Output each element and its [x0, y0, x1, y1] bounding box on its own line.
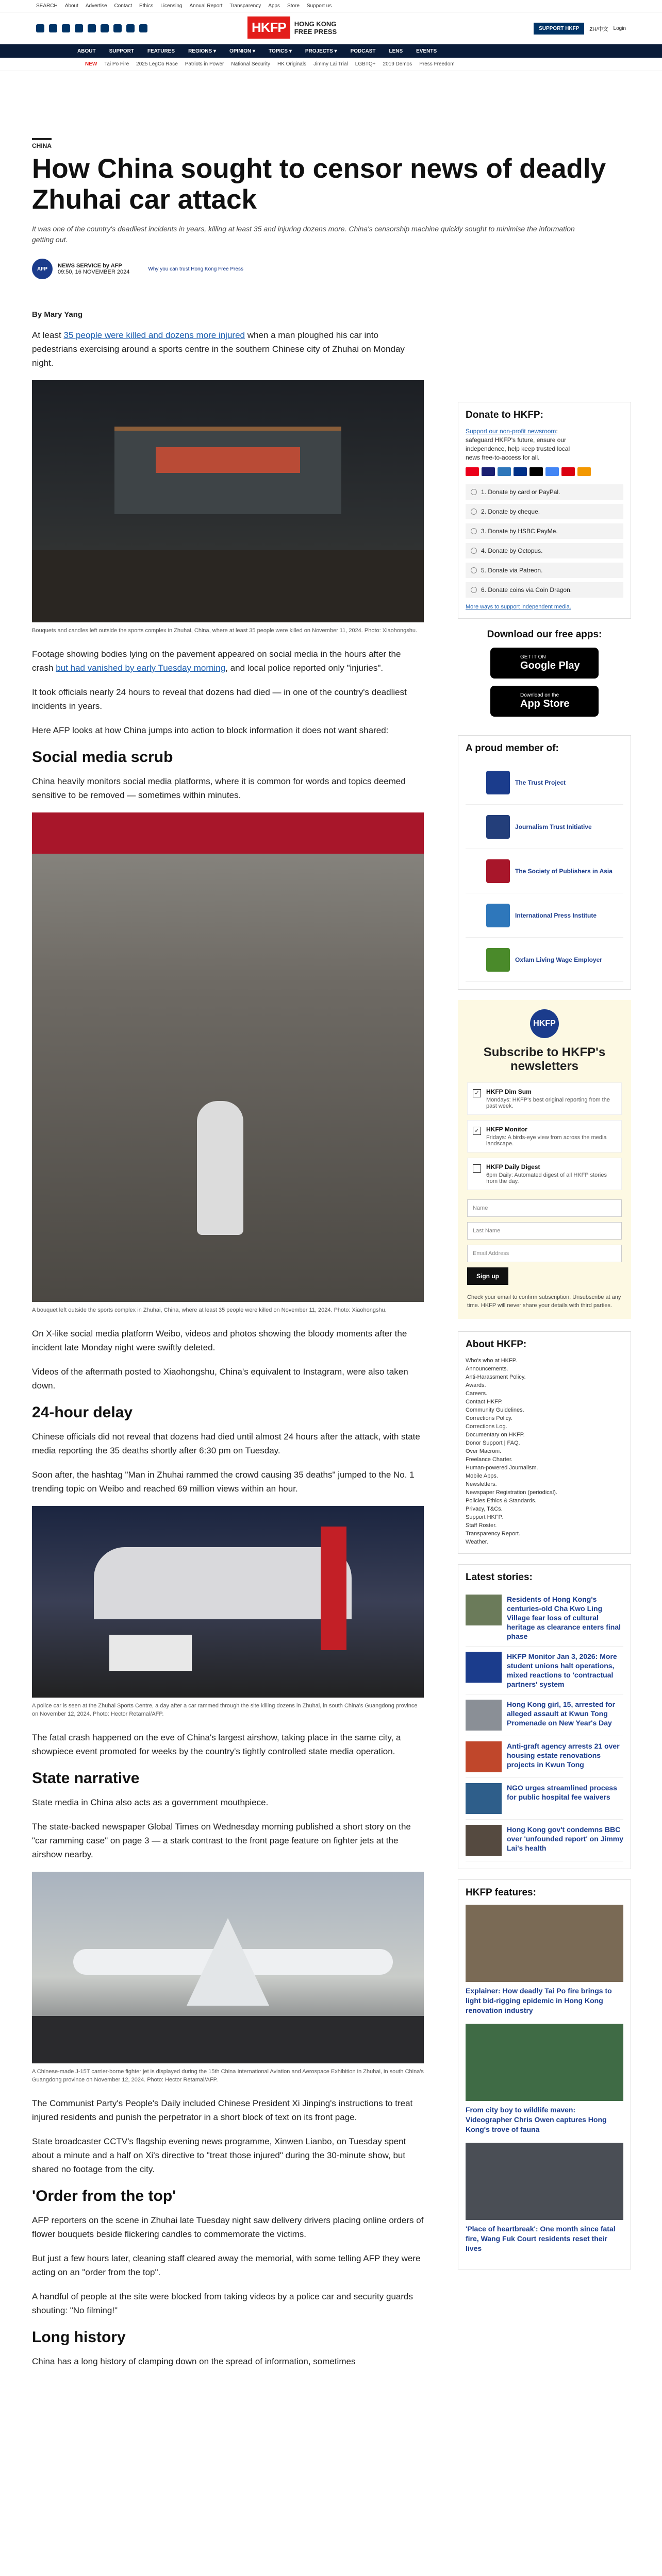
photo-memorial	[32, 380, 424, 622]
inline-link[interactable]: 35 people were killed and dozens more injured	[63, 330, 245, 340]
section-heading: 'Order from the top'	[32, 2188, 176, 2205]
paragraph: The state-backed newspaper Global Times on Wednesday morning published a short story on the "car ramming case" on page 3 — a stark contrast to the front page feature on fighter jets at the airshow nearby.	[32, 1822, 411, 1859]
member-logo[interactable]	[466, 805, 623, 849]
top-utility-bar	[0, 0, 662, 12]
last-name-input[interactable]: Last Name	[467, 1222, 622, 1240]
top-link[interactable]: Apps	[268, 3, 280, 9]
top-link[interactable]: Store	[287, 3, 300, 9]
member-logo[interactable]	[466, 938, 623, 982]
facebook-icon[interactable]	[36, 24, 44, 32]
article-lede: It was one of the country's deadliest incidents in years, killing at least 35 and injuring dozens more. China's censorship machine quickly sought to minimise the information getting out.	[32, 225, 575, 244]
top-link[interactable]: About	[64, 3, 78, 9]
about-link[interactable]: Careers.	[466, 1391, 488, 1397]
story-thumbnail	[466, 1825, 502, 1856]
about-link[interactable]: Documentary on HKFP.	[466, 1432, 525, 1438]
paragraph: State media in China also acts as a government mouthpiece.	[32, 1798, 269, 1807]
feature-title: 'Place of heartbreak': One month since fatal fire, Wang Fuk Court residents reset their lives	[466, 2225, 616, 2252]
telegram-icon[interactable]	[126, 24, 135, 32]
google-play-button[interactable]: GET IT ON Google Play	[490, 648, 599, 679]
top-link[interactable]: Transparency	[229, 3, 261, 9]
whatsapp-icon[interactable]	[139, 24, 147, 32]
feature-story[interactable]	[466, 2024, 623, 2134]
about-link[interactable]: Transparency Report.	[466, 1531, 520, 1537]
visa-icon	[482, 467, 495, 476]
afp-logo: AFP	[32, 259, 53, 279]
section-heading: 24-hour delay	[32, 1404, 133, 1421]
about-link[interactable]: Freelance Charter.	[466, 1456, 513, 1463]
sign-up-button[interactable]: Sign up	[467, 1267, 508, 1285]
author: By Mary Yang	[32, 310, 83, 319]
about-link[interactable]: Newspaper Registration (periodical).	[466, 1489, 557, 1496]
photo-caption: A police car is seen at the Zhuhai Sports Centre, a day after a car rammed through the site killing dozens in Zhuhai, in south China's Guangdong province on November 12, 2024. Photo: Hector Retamal/AFP.	[32, 1703, 418, 1717]
new-label: NEW	[85, 61, 97, 67]
about-link[interactable]: Contact HKFP.	[466, 1399, 503, 1405]
top-link[interactable]: SEARCH	[36, 3, 58, 9]
about-link[interactable]: Mobile Apps.	[466, 1473, 498, 1479]
about-link[interactable]: Who's who at HKFP.	[466, 1358, 517, 1364]
top-link[interactable]: Ethics	[139, 3, 154, 9]
top-link[interactable]: Advertise	[85, 3, 107, 9]
topic-link[interactable]: Tai Po Fire	[104, 61, 129, 67]
newsletter-name: ✓ HKFP Monitor	[486, 1126, 527, 1133]
topic-link[interactable]: Patriots in Power	[185, 61, 224, 67]
apps-section: Download our free apps: GET IT ON Google Play Download on the App Store	[458, 629, 631, 717]
donate-option[interactable]: 5. Donate via Patreon.	[466, 563, 623, 578]
topic-link[interactable]: Jimmy Lai Trial	[313, 61, 348, 67]
paypal-icon	[514, 467, 527, 476]
member-logo-icon	[486, 859, 510, 883]
story-thumbnail	[466, 1783, 502, 1814]
latest-story[interactable]	[466, 1647, 623, 1694]
about-link[interactable]: Corrections Policy.	[466, 1415, 512, 1421]
site-logo[interactable]: HKFP HONG KONG FREE PRESS	[247, 16, 337, 39]
paragraph: It took officials nearly 24 hours to reveal that dozens had died — in one of the country's deadliest incidents in years.	[32, 687, 407, 711]
paragraph: China heavily monitors social media platforms, where it is common for words and topics deemed sensitive to be removed — sometimes within minutes.	[32, 776, 406, 800]
photo-police-car	[32, 1506, 424, 1698]
news-topics-bar	[0, 58, 662, 71]
app-store-button[interactable]: Download on the App Store	[490, 686, 599, 717]
member-logo-icon	[486, 904, 510, 927]
sidebar	[458, 402, 631, 2280]
member-logo-icon	[486, 771, 510, 794]
language-link[interactable]: ZH/中文	[589, 27, 608, 32]
about-link[interactable]: Donor Support | FAQ.	[466, 1440, 520, 1446]
about-link[interactable]: Awards.	[466, 1382, 486, 1388]
gpay-icon	[545, 467, 559, 476]
nav-item[interactable]: FEATURES	[147, 48, 175, 54]
photo-caption: A Chinese-made J-15T carrier-borne fighter jet is displayed during the 15th China International Aviation and Aerospace Exhibition in Zhuhai, in south China's Guangdong province on November 12, 2024. Photo: Hector Retamal/AFP.	[32, 2069, 424, 2083]
photo-bouquet	[32, 812, 424, 1302]
story-title: HKFP Monitor Jan 3, 2026: More student unions halt operations, mixed reactions to 'contractual partners' system	[507, 1652, 617, 1688]
photo-fighter-jet	[32, 1872, 424, 2063]
amex-icon	[498, 467, 511, 476]
story-title: Hong Kong girl, 15, arrested for alleged assault at Kwun Tong Promenade on New Year's Day	[507, 1700, 616, 1727]
inline-link[interactable]: but had vanished by early Tuesday morning	[56, 663, 226, 673]
about-link[interactable]: Weather.	[466, 1539, 488, 1545]
paragraph: China has a long history of clamping down on the spread of information, sometimes	[32, 2357, 356, 2366]
newsletter-desc: Mondays: HKFP's best original reporting from the past week.	[486, 1097, 610, 1109]
about-link[interactable]: Privacy, T&Cs.	[466, 1506, 503, 1512]
story-thumbnail	[466, 1741, 502, 1772]
story-thumbnail	[466, 1595, 502, 1625]
newsletter-checkbox[interactable]	[467, 1120, 622, 1153]
about-link[interactable]: Policies Ethics & Standards.	[466, 1498, 537, 1504]
latest-story[interactable]	[466, 1736, 623, 1778]
hkfp-badge-icon: HKFP	[530, 1009, 559, 1038]
newsletter-checkbox[interactable]	[467, 1082, 622, 1115]
topic-link[interactable]: HK Originals	[277, 61, 307, 67]
member-logo[interactable]	[466, 760, 623, 805]
newsletter-name: ✓ HKFP Dim Sum	[486, 1088, 532, 1095]
newsletter-desc: 6pm Daily: Automated digest of all HKFP stories from the day.	[486, 1172, 607, 1184]
applepay-icon	[529, 467, 543, 476]
section-heading: Social media scrub	[32, 749, 173, 766]
feature-image	[466, 2143, 623, 2220]
story-title: Residents of Hong Kong's centuries-old Cha Kwo Ling Village fear loss of cultural heritage as clearance enters final phase	[507, 1595, 621, 1640]
nav-item[interactable]: REGIONS ▾	[188, 48, 216, 54]
newsletter-desc: Fridays: A birds-eye view from across the media landscape.	[486, 1134, 607, 1147]
photo-caption: A bouquet left outside the sports complex in Zhuhai, China, where at least 35 people were killed on November 11, 2024. Photo: Xiaohongshu.	[32, 1307, 387, 1313]
member-name: International Press Institute	[515, 911, 597, 919]
trust-link[interactable]: Why you can trust Hong Kong Free Press	[148, 266, 243, 272]
latest-story[interactable]	[466, 1589, 623, 1647]
nav-item[interactable]: OPINION ▾	[229, 48, 256, 54]
paragraph: The Communist Party's People's Daily included Chinese President Xi Jinping's instructions to treat injured residents and punish the perpetrator in a short block of text on its front page.	[32, 2098, 413, 2122]
member-name: The Society of Publishers in Asia	[515, 867, 613, 875]
about-link[interactable]: Anti-Harassment Policy.	[466, 1374, 526, 1380]
donate-link[interactable]: Support our non-profit newsroom	[466, 428, 556, 435]
feature-title: From city boy to wildlife maven: Videographer Chris Owen captures Hong Kong's trove of fauna	[466, 2106, 607, 2133]
social-icons	[36, 24, 147, 32]
topic-link[interactable]: 2019 Demos	[383, 61, 412, 67]
member-name: The Trust Project	[515, 778, 566, 786]
paragraph: A handful of people at the site were blocked from taking videos by a police car and security guards shouting: "No filming!"	[32, 2292, 413, 2315]
feature-story[interactable]	[466, 1905, 623, 2015]
nav-item[interactable]: PODCAST	[350, 48, 376, 54]
section-heading: State narrative	[32, 1770, 140, 1787]
more-ways-link[interactable]: More ways to support independent media.	[466, 604, 571, 610]
byline: AFP NEWS SERVICE by AFP 09:50, 16 NOVEMBER 2024 Why you can trust Hong Kong Free Press	[32, 259, 424, 279]
threads-icon[interactable]	[75, 24, 83, 32]
member-logo[interactable]	[466, 849, 623, 893]
section-heading: Long history	[32, 2329, 126, 2346]
member-name: Journalism Trust Initiative	[515, 823, 592, 831]
article-category[interactable]: CHINA	[32, 138, 52, 149]
top-link[interactable]: Contact	[114, 3, 132, 9]
article-title: How China sought to censor news of deadly Zhuhai car attack	[32, 154, 606, 215]
latest-story[interactable]	[466, 1694, 623, 1736]
member-logo[interactable]	[466, 893, 623, 938]
paragraph: Here AFP looks at how China jumps into action to block information it does not want shared:	[32, 725, 389, 735]
paragraph: Soon after, the hashtag "Man in Zhuhai rammed the crowd causing 35 deaths" jumped to the No. 1 trending topic on Weibo and reached 69 million views within an hour.	[32, 1470, 415, 1494]
topic-link[interactable]: LGBTQ+	[355, 61, 376, 67]
paragraph: State broadcaster CCTV's flagship evening news programme, Xinwen Lianbo, on Tuesday spent about a minute and a half on Xi's directive to "treat those injured" during the 30-minute show, but shared no footage from the city.	[32, 2137, 406, 2174]
nav-item[interactable]: ABOUT	[77, 48, 96, 54]
paragraph: Chinese officials did not reveal that dozens had died until almost 24 hours after the attack, with state media reporting the 35 deaths shortly after 6:30 pm on Tuesday.	[32, 1432, 420, 1455]
newsletter-name: HKFP Daily Digest	[486, 1163, 540, 1171]
about-link[interactable]: Newsletters.	[466, 1481, 497, 1487]
paragraph: The fatal crash happened on the eve of China's largest airshow, taking place in the same city, a showpiece event promoted for weeks by the country's tightly controlled state media operation.	[32, 1733, 401, 1756]
youtube-icon[interactable]	[101, 24, 109, 32]
support-hkfp-button[interactable]: SUPPORT HKFP	[534, 23, 584, 35]
donate-option[interactable]: 4. Donate by Octopus.	[466, 543, 623, 558]
main-nav	[0, 44, 662, 58]
about-link[interactable]: Human-powered Journalism.	[466, 1465, 538, 1471]
about-box: About HKFP: Who's who at HKFP. Announcements. Anti-Harassment Policy. Awards. Careers. Contact HKFP. Community Guidelines. Corrections Policy. Corrections Log. Documentary on HKFP. Donor Support | FAQ. Over Macroni. Freelance Charter. Human-powered Journalism. Mobile Apps. Newsletters. Newspaper Registration (periodical). Policies Ethics & Standards. Privacy, T&Cs. Support HKFP. Staff Roster. Transparency Report. Weather.	[458, 1331, 631, 1554]
mastercard-icon	[466, 467, 479, 476]
latest-story[interactable]	[466, 1778, 623, 1820]
nav-item[interactable]: SUPPORT	[109, 48, 134, 54]
photo-caption: Bouquets and candles left outside the sports complex in Zhuhai, China, where at least 35 people were killed on November 11, 2024. Photo: Xiaohongshu.	[32, 628, 418, 634]
top-link[interactable]: Support us	[306, 3, 332, 9]
about-link[interactable]: Community Guidelines.	[466, 1407, 524, 1413]
octopus-icon	[577, 467, 591, 476]
member-box: A proud member of: The Trust Project Journalism Trust Initiative The Society of Publishers in Asia International Press Institute Oxfam Living Wage Employer	[458, 735, 631, 990]
linkedin-icon[interactable]	[88, 24, 96, 32]
nav-item[interactable]: TOPICS ▾	[269, 48, 292, 54]
instagram-icon[interactable]	[62, 24, 70, 32]
donate-option[interactable]: 1. Donate by card or PayPal.	[466, 484, 623, 500]
about-link[interactable]: Staff Roster.	[466, 1522, 497, 1529]
latest-stories: Latest stories: Residents of Hong Kong's centuries-old Cha Kwo Ling Village fear loss of cultural heritage as clearance enters final phase HKFP Monitor Jan 3, 2026: More student unions halt operations, mixed reactions to 'contractual partners' system Hong Kong girl, 15, arrested for alleged assault at Kwun Tong Promenade on New Year's Day Anti-graft agency arrests 21 over housing estate renovations projects in Kwun Tong NGO urges streamlined process for public hospital fee waivers Hong Kong gov't condemns BBC over 'unfounded report' on Jimmy Lai's health	[458, 1564, 631, 1869]
feature-title: Explainer: How deadly Tai Po fire brings to light bid-rigging epidemic in Hong Kong renovation industry	[466, 1987, 612, 2014]
newsletter-checkbox[interactable]	[467, 1158, 622, 1190]
first-name-input[interactable]: Name	[467, 1199, 622, 1217]
feature-image	[466, 2024, 623, 2101]
topic-link[interactable]: 2025 LegCo Race	[136, 61, 178, 67]
story-thumbnail	[466, 1652, 502, 1683]
about-link[interactable]: Over Macroni.	[466, 1448, 502, 1454]
email-icon[interactable]	[113, 24, 122, 32]
top-link[interactable]: Annual Report	[189, 3, 223, 9]
donate-option[interactable]: 3. Donate by HSBC PayMe.	[466, 523, 623, 539]
member-name: Oxfam Living Wage Employer	[515, 956, 602, 963]
about-link[interactable]: Announcements.	[466, 1366, 508, 1372]
story-thumbnail	[466, 1700, 502, 1731]
x-icon[interactable]	[49, 24, 57, 32]
latest-story[interactable]	[466, 1820, 623, 1861]
nav-item[interactable]: EVENTS	[416, 48, 437, 54]
topic-link[interactable]: National Security	[231, 61, 270, 67]
nav-item[interactable]: PROJECTS ▾	[305, 48, 337, 54]
newsletter-signup: HKFP Subscribe to HKFP's newsletters ✓ HKFP Dim Sum Mondays: HKFP's best original reporting from the past week. ✓ HKFP Monitor Fridays: A birds-eye view from across the media landscape. HKFP Daily Digest 6pm Daily: Automated digest of all HKFP stories from the day. Name Last Name Email Address Sign up Check your email to confirm subscription. Unsubscribe at any time. HKFP will never share your details with third parties.	[458, 1000, 631, 1319]
feature-story[interactable]	[466, 2143, 623, 2253]
paragraph: At least 35 people were killed and dozens more injured when a man ploughed his car into pedestrians exercising around a sports centre in the southern Chinese city of Zhuhai on Monday night.	[32, 330, 405, 368]
story-title: Hong Kong gov't condemns BBC over 'unfounded report' on Jimmy Lai's health	[507, 1825, 624, 1852]
payme-icon	[561, 467, 575, 476]
email-input[interactable]: Email Address	[467, 1245, 622, 1262]
donate-box: Donate to HKFP: Support our non-profit newsroom: safeguard HKFP's future, ensure our independence, help keep trusted local news free-to-access for all. 1. Donate by card or PayPal. 2. Donate by cheque. 3. Donate by HSBC PayMe. 4. Donate by Octopus. 5. Donate via Patreon. 6. Donate coins via Coin Dragon. More ways to support independent media.	[458, 402, 631, 619]
about-link[interactable]: Support HKFP.	[466, 1514, 503, 1520]
paragraph: On X-like social media platform Weibo, videos and photos showing the bloody moments after the incident late Monday night were swiftly deleted.	[32, 1329, 407, 1352]
topic-link[interactable]: Press Freedom	[419, 61, 455, 67]
nav-item[interactable]: LENS	[389, 48, 403, 54]
paragraph: Footage showing bodies lying on the pavement appeared on social media in the hours after the crash but had vanished by early Tuesday morning, and local police reported only "injuries".	[32, 649, 401, 673]
payment-icons	[466, 467, 623, 476]
about-link[interactable]: Corrections Log.	[466, 1423, 507, 1430]
member-logo-icon	[486, 948, 510, 972]
feature-image	[466, 1905, 623, 1982]
login-link[interactable]: Login	[613, 26, 626, 31]
masthead	[0, 12, 662, 44]
member-logo-icon	[486, 815, 510, 839]
features-box: HKFP features: Explainer: How deadly Tai Po fire brings to light bid-rigging epidemic in Hong Kong renovation industry From city boy to wildlife maven: Videographer Chris Owen captures Hong Kong's trove of fauna 'Place of heartbreak': One month since fatal fire, Wang Fuk Court residents reset their lives	[458, 1879, 631, 2269]
donate-option[interactable]: 2. Donate by cheque.	[466, 504, 623, 519]
top-link[interactable]: Licensing	[160, 3, 183, 9]
donate-option[interactable]: 6. Donate coins via Coin Dragon.	[466, 582, 623, 598]
story-title: NGO urges streamlined process for public hospital fee waivers	[507, 1784, 617, 1801]
paragraph: Videos of the aftermath posted to Xiaohongshu, China's equivalent to Instagram, were also taken down.	[32, 1367, 408, 1391]
story-title: Anti-graft agency arrests 21 over housing estate renovations projects in Kwun Tong	[507, 1742, 620, 1769]
paragraph: But just a few hours later, cleaning staff cleared away the memorial, with some telling AFP they were acting on an "order from the top".	[32, 2253, 421, 2277]
paragraph: AFP reporters on the scene in Zhuhai late Tuesday night saw delivery drivers placing online orders of flower bouquets beside flickering candles to commemorate the victims.	[32, 2215, 424, 2239]
